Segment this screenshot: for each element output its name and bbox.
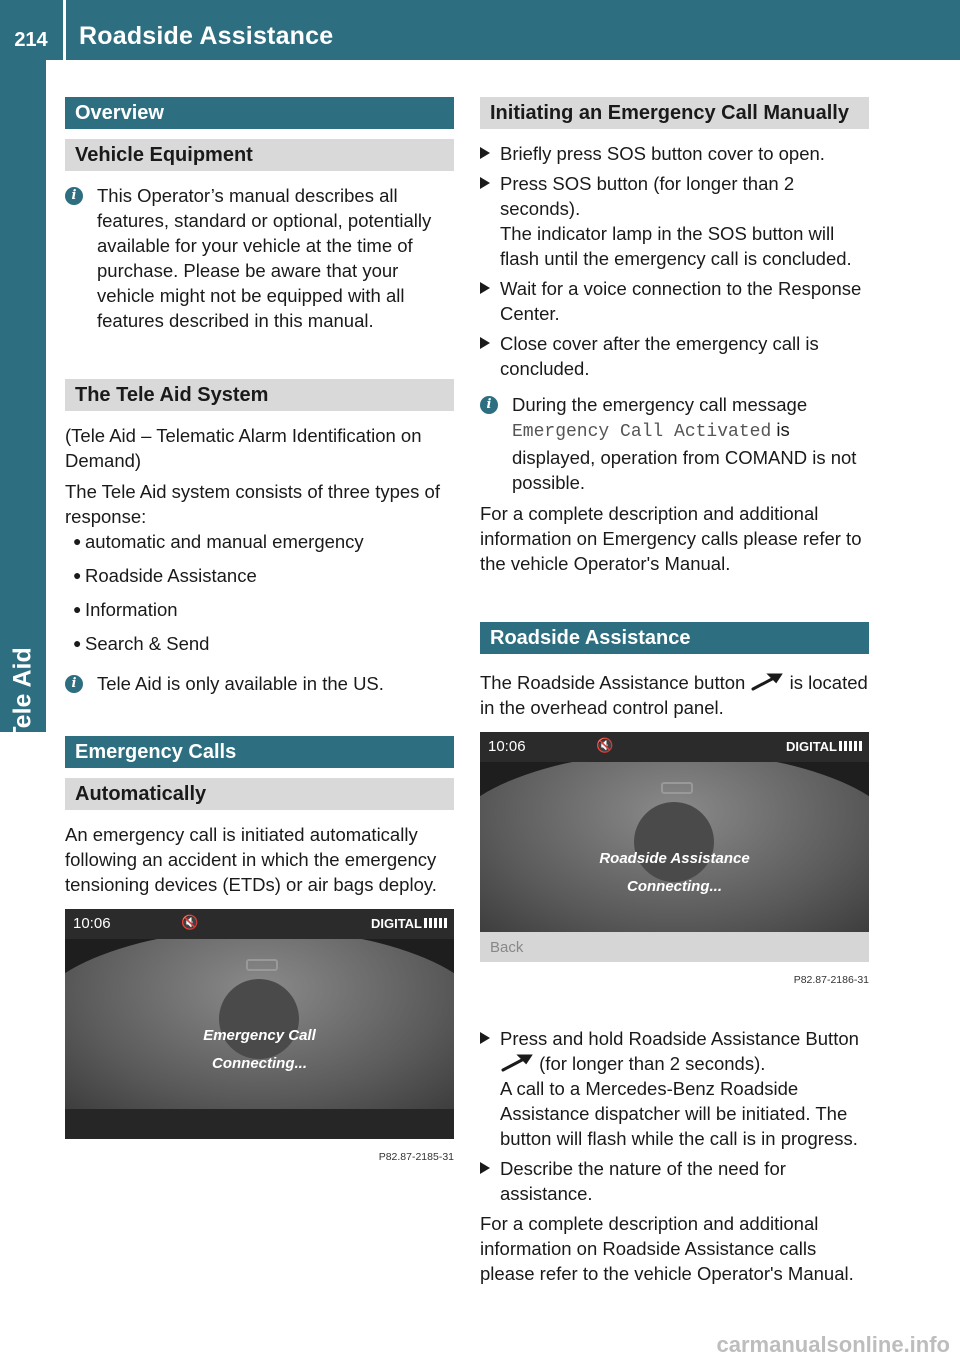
screen-status: Connecting... xyxy=(627,878,722,895)
emergency-call-screen xyxy=(65,909,454,1139)
vehicle-equipment-heading: Vehicle Equipment xyxy=(65,139,454,171)
step-item: Close cover after the emergency call is concluded. xyxy=(480,331,869,381)
sos-button-image xyxy=(219,979,299,1059)
arrow-right-icon xyxy=(480,147,490,159)
tele-aid-system-heading: The Tele Aid System xyxy=(65,379,454,411)
page-header xyxy=(0,0,960,60)
overview-heading: Overview xyxy=(65,97,454,129)
roadside-assistance-heading: Roadside Assistance xyxy=(480,622,869,654)
signal-label: DIGITAL xyxy=(370,916,422,931)
list-item: ● automatic and manual emergency xyxy=(73,531,364,552)
wrench-icon xyxy=(750,671,784,693)
info-icon: i xyxy=(65,187,83,205)
clock-readout: 10:06 xyxy=(73,915,111,932)
chapter-label: Tele Aid xyxy=(8,647,37,742)
display-message: Emergency Call Activated xyxy=(512,422,772,442)
us-only-note-text: Tele Aid is only available in the US. xyxy=(97,673,384,694)
sos-button-image xyxy=(634,802,714,882)
step-item: Press and hold Roadside Assistance Button (for longer than 2 seconds). A call to a Mercedes-Benz Roadside Assistance dispatcher will be initiated. The button will flash while the call is in progress. xyxy=(480,1026,869,1151)
info-icon: i xyxy=(65,675,83,693)
step-item: Describe the nature of the need for assistance. xyxy=(480,1156,869,1206)
back-softkey-bar xyxy=(480,932,869,962)
arrow-right-icon xyxy=(480,1162,490,1174)
roadside-location: The Roadside Assistance button is located in the overhead control panel. xyxy=(480,672,868,718)
arrow-right-icon xyxy=(480,337,490,349)
screen-message: Roadside Assistance xyxy=(599,850,750,867)
step-item: Wait for a voice connection to the Response Center. xyxy=(480,276,869,326)
page-number: 214 xyxy=(14,29,48,51)
figure-caption: P82.87-2185-31 xyxy=(378,1151,454,1163)
chapter-side-tab xyxy=(0,60,46,742)
wrench-icon xyxy=(500,1052,534,1074)
step-item: Press SOS button (for longer than 2 seconds). The indicator lamp in the SOS button will flash until the emergency call is concluded. xyxy=(480,171,869,271)
screen-message: Emergency Call xyxy=(203,1027,316,1044)
clock-readout: 10:06 xyxy=(488,738,526,755)
automatic-description: An emergency call is initiated automatically following an accident in which the emergency tensioning devices (ETDs) or air bags deploy. xyxy=(65,824,437,895)
manual-call-heading: Initiating an Emergency Call Manually xyxy=(480,97,869,129)
step-item: Briefly press SOS button cover to open. xyxy=(480,141,869,166)
us-only-note xyxy=(65,671,454,696)
emergency-message-note: i During the emergency call message Emergency Call Activated is displayed, operation from COMAND is not possible. xyxy=(480,392,869,495)
signal-bars-icon xyxy=(424,918,448,928)
arrow-right-icon xyxy=(480,282,490,294)
mute-icon: 🔇 xyxy=(596,737,614,753)
arrow-right-icon xyxy=(480,1032,490,1044)
right-column xyxy=(480,97,869,1286)
emergency-more-info: For a complete description and additional information on Emergency calls please refer to the vehicle Operator's Manual. xyxy=(480,503,862,574)
arrow-right-icon xyxy=(480,177,490,189)
info-icon: i xyxy=(480,396,498,414)
page-title: Roadside Assistance xyxy=(79,22,334,50)
list-item: ● Roadside Assistance xyxy=(73,565,257,586)
list-item: ● Search & Send xyxy=(73,633,210,654)
emergency-calls-heading: Emergency Calls xyxy=(65,736,454,768)
header-divider xyxy=(63,0,66,60)
tele-aid-intro: The Tele Aid system consists of three types of response: xyxy=(65,481,440,527)
screen-status: Connecting... xyxy=(212,1055,307,1072)
roadside-more-info: For a complete description and additional information on Roadside Assistance calls please refer to the vehicle Operator's Manual. xyxy=(480,1213,854,1284)
signal-label: DIGITAL xyxy=(785,739,837,754)
mute-icon: 🔇 xyxy=(181,914,199,930)
list-item: ● Information xyxy=(73,599,178,620)
automatically-heading: Automatically xyxy=(65,778,454,810)
figure-caption: P82.87-2186-31 xyxy=(793,974,869,986)
tele-aid-definition: (Tele Aid – Telematic Alarm Identification on Demand) xyxy=(65,425,422,471)
left-column xyxy=(65,97,454,1163)
vehicle-equipment-note xyxy=(65,183,454,333)
watermark: carmanualsonline.info xyxy=(716,1332,950,1357)
roadside-assistance-screen xyxy=(480,732,869,962)
screen-bottom-bar xyxy=(65,1109,454,1139)
signal-bars-icon xyxy=(839,741,863,751)
back-softkey: Back xyxy=(490,939,524,956)
vehicle-equipment-note-text: This Operator’s manual describes all features, standard or optional, potentially available for your vehicle at the time of purchase. Please be aware that your vehicle might not be equipped with all features described in this manual. xyxy=(97,185,432,331)
